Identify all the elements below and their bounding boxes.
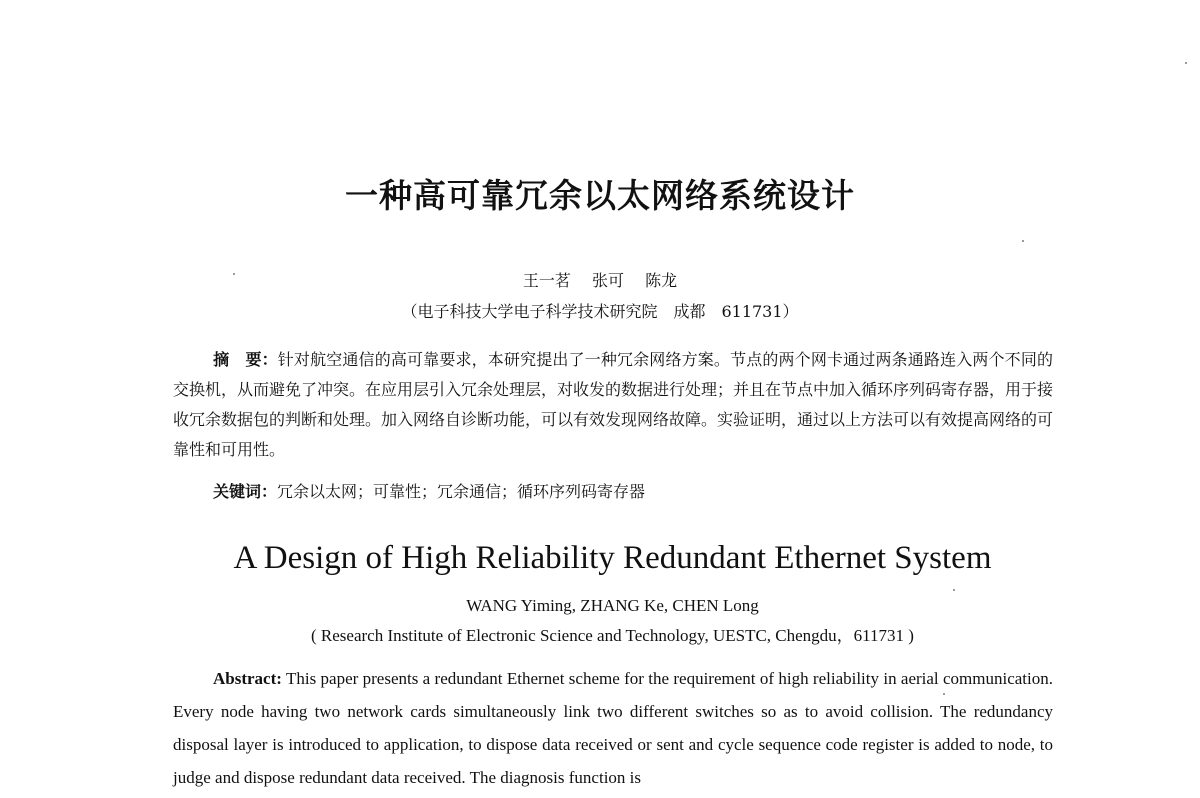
cn-keywords [213,479,645,502]
scan-speck [1022,240,1024,242]
en-abstract-text: This paper presents a redundant Ethernet scheme for the requirement of high reliability in aerial communication. Every node having two network cards simultaneously link two different switches so as to avoid collision. The redundancy disposal layer is introduced to application, to dispose data received or sent and cycle sequence code register is added to node, to judge and dispose redundant data received. The diagnosis function is [173,669,1053,787]
scan-speck [953,589,955,591]
en-abstract-label: Abstract: [213,669,282,688]
en-affiliation: ( Research Institute of Electronic Science and Technology, UESTC, Chengdu，611731 ) [311,626,914,645]
cn-abstract [173,345,1053,465]
scan-speck [233,273,235,275]
en-title: A Design of High Reliability Redundant Ethernet System [233,540,992,576]
cn-authors: 王一茗 张可 陈龙 [522,271,678,290]
scan-speck [1185,62,1187,64]
en-authors: WANG Yiming, ZHANG Ke, CHEN Long [466,596,759,615]
cn-affiliation: （电子科技大学电子科学技术研究院 成都 611731） [401,302,799,321]
cn-keywords-label: 关键词： [213,482,278,501]
cn-title: 一种高可靠冗余以太网络系统设计 [345,176,855,215]
cn-keywords-text: 冗余以太网；可靠性；冗余通信；循环序列码寄存器 [277,482,646,501]
scan-speck [943,693,945,695]
cn-abstract-text: 针对航空通信的高可靠要求，本研究提出了一种冗余网络方案。节点的两个网卡通过两条通路连入两个不同的交换机，从而避免了冲突。在应用层引入冗余处理层，对收发的数据进行处理；并且在节点中加入循环序列码寄存器，用于接收冗余数据包的判断和处理。加入网络自诊断功能，可以有效发现网络故障。实验证明，通过以上方法可以有效提高网络的可靠性和可用性。 [173,350,1054,459]
en-abstract [173,662,1053,794]
cn-abstract-label: 摘 要： [213,350,278,369]
